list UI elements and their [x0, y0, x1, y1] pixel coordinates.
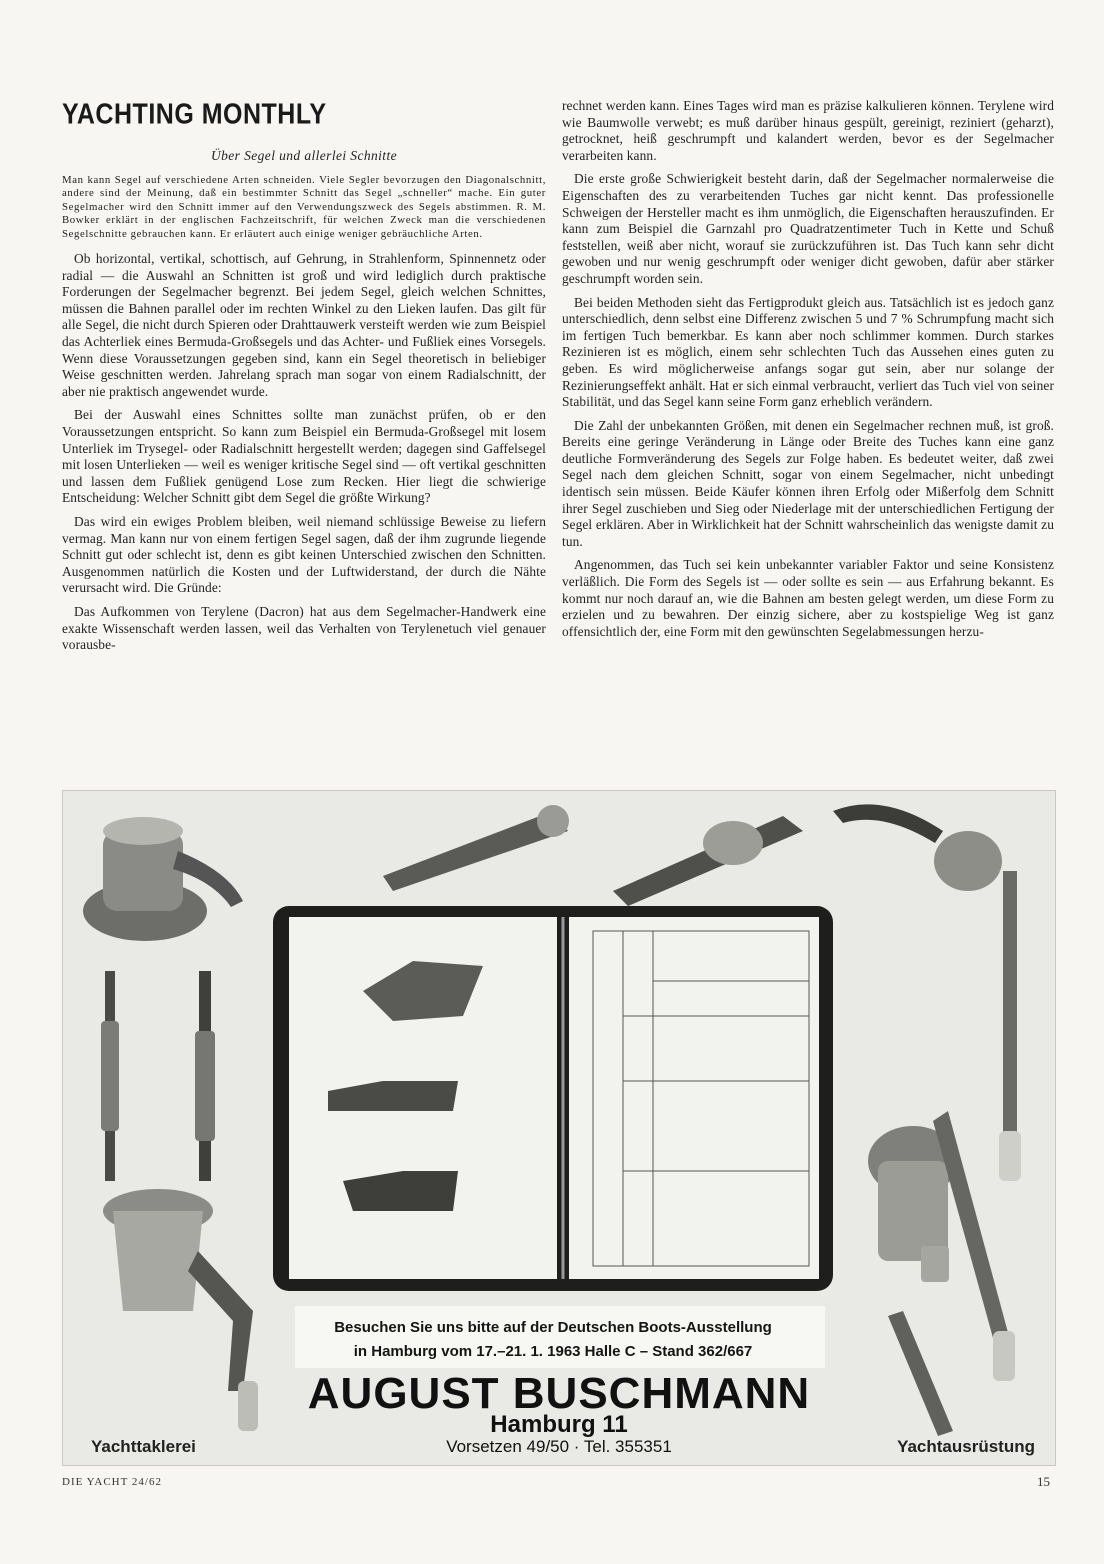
company-city: Hamburg 11	[490, 1411, 628, 1438]
service-tag-left: Yachttaklerei	[91, 1437, 196, 1456]
masthead: YACHTING MONTHLY	[62, 98, 327, 131]
paragraph: Bei beiden Methoden sieht das Fertigprodukt gleich aus. Tatsächlich ist es jedoch ganz unterschiedlich, denn selbst eine Differenz zwischen 5 und 7 % Schrumpfung macht sich im fertigen Tuch bemerkbar. Es kann aber noch schlimmer kommen. Durch starkes Rezinieren ist es möglich, einem sehr schlechten Tuch das Aussehen eines guten zu geben. Es wird möglicherweise anfangs sogar gut sein, aber nur solange der Rezinierungseffekt anhält. Hat er sich einmal verbraucht, verliert das Tuch viel von seiner Stabilität, und das Segel kann seine Form ganz erheblich verändern.	[562, 294, 1054, 410]
exhibition-invitation	[313, 1316, 793, 1364]
company-address: Vorsetzen 49/50 · Tel. 355351	[446, 1437, 672, 1456]
invitation-line: Besuchen Sie uns bitte auf der Deutschen Boots-Ausstellung	[334, 1319, 772, 1336]
article-right-column	[562, 98, 1054, 647]
service-tag-right: Yachtausrüstung	[897, 1437, 1035, 1456]
winch-icon	[83, 817, 243, 941]
paragraph: Das wird ein ewiges Problem bleiben, weil niemand schlüssige Beweise zu liefern vermag. Man kann nur von einem fertigen Segel sagen, daß der ihm zugrunde liegende Schnitt gut oder schlecht ist, denn es gibt keinen Unterschied zwischen den Schnitten. Ausgenommen natürlich die Kosten und der Luftwiderstand, der durch die Nähte verursacht wird. Die Gründe:	[62, 513, 546, 596]
winch-handle-icon	[383, 805, 803, 906]
article-subtitle: Über Segel und allerlei Schnitte	[210, 148, 397, 163]
invitation-line: in Hamburg vom 17.–21. 1. 1963 Halle C – Stand 362/667	[353, 1343, 753, 1360]
turnbuckle-icon	[101, 971, 215, 1181]
article-lead: Man kann Segel auf verschiedene Arten schneiden. Viele Segler bevorzugen den Diagonalschnitt, andere sind der Meinung, daß ein bestimmter Schnitt das Segel „schneller“ mache. Ein guter Segelmacher wird den Schnitt immer auf den Verwendungszweck des Segels abstimmen. R. M. Bowker erklärt in der englischen Fachzeitschrift, für welchen Zweck man die verschiedenen Segelschnitte gebrauchen kann. Er erläutert auch einige weniger gebräuchliche Arten.	[62, 174, 546, 240]
lever-icon	[833, 804, 1021, 1181]
catalog-binder-icon	[273, 906, 833, 1291]
footer-publication: DIE YACHT 24/62	[62, 1476, 162, 1488]
paragraph: Bei der Auswahl eines Schnittes sollte man zunächst prüfen, ob er den Voraussetzungen entspricht. So kann zum Beispiel ein Bermuda-Großsegel mit losem Unterliek im Trysegel- oder Radialschnitt hergestellt werden; dagegen sind Gaffelsegel mit losen Unterlieken — weil es weniger kritische Segel sind — oft vertikal geschnitten und lassen dem Fußliek genügend Lose zum Recken. Hier liegt die schwierige Entscheidung: Welcher Schnitt gibt dem Segel die größte Wirkung?	[62, 407, 546, 506]
page-number: 15	[1037, 1474, 1050, 1489]
article-left-column	[62, 148, 546, 661]
paragraph: Die Zahl der unbekannten Größen, mit denen ein Segelmacher rechnen muß, ist groß. Bereits eine geringe Veränderung in Länge oder Breite des Tuches kann eine ganz deutliche Formveränderung des Segels zur Folge haben. Es bedeutet weiter, daß zwei Segel nach dem gleichen Schnitt, sogar von einem Segelmacher, nicht unbedingt identisch sein müssen. Beide Käufer können ihren Erfolg oder Mißerfolg dem Schnitt ihrer Segel zuschieben und Sieg oder Niederlage mit der unterschiedlichen Fertigung der Segel erklären. Aber in Wirklichkeit hat der Schnitt wahrscheinlich das wenigste damit zu tun.	[562, 417, 1054, 549]
paragraph: Die erste große Schwierigkeit besteht darin, daß der Segelmacher normalerweise die Eigenschaften des zu verarbeitenden Tuches gar nicht kennt. Das professionelle Schweigen der Hersteller macht es ihm unmöglich, die Eigenschaften herauszufinden. Er kann zum Beispiel die Garnzahl pro Quadratzentimeter Tuch in Kette und Schuß feststellen, weiß aber nicht, worauf sie zurückzuführen ist. Das Tuch kann sehr dicht gewoben und nur wenig geschrumpft oder weniger dicht gewoben, dafür aber stärker geschrumpft worden sein.	[562, 171, 1054, 286]
company-name: AUGUST BUSCHMANN	[307, 1369, 811, 1418]
paragraph: Das Aufkommen von Terylene (Dacron) hat aus dem Segelmacher-Handwerk eine exakte Wissenschaft werden lassen, weil das Verhalten von Terylenetuch viel genauer vorausbe-	[62, 603, 546, 653]
paragraph: Angenommen, das Tuch sei kein unbekannter variabler Faktor und seine Konsistenz verläßlich. Die Form des Segels ist — oder sollte es sein — aus Erfahrung bekannt. Es kommt nur noch darauf an, wie die Bahnen am besten gelegt werden, um diese Form zu erzielen und zu bewahren. Der einzig sichere, aber zu kostspielige Weg ist ganz offensichtlich der, eine Form mit den gewünschten Segelabmessungen herzu-	[562, 557, 1054, 639]
paragraph: rechnet werden kann. Eines Tages wird man es präzise kalkulieren können. Terylene wird wie Baumwolle verwebt; es muß darüber hinaus gespült, gereinigt, reziniert (geharzt), getrocknet, heiß geschrumpft und kalandert werden, bevor es der Segelmacher verarbeiten kann.	[562, 98, 1054, 163]
advertisement	[62, 790, 1056, 1466]
paragraph: Ob horizontal, vertikal, schottisch, auf Gehrung, in Strahlenform, Spinnennetz oder radial — die Auswahl an Schnitten ist groß und wird lediglich durch praktische Forderungen der Segelmacher begrenzt. Bei jedem Segel, gleich welchen Schnittes, müssen die Bahnen parallel oder im rechten Winkel zu den Lieken laufen. Das gilt für alle Segel, die nicht durch Spieren oder Drahttauwerk versteift werden wie zum Beispiel das Achterliek eines Bermuda-Großsegels und das Achter- und Fußliek eines Vorsegels. Wenn diese Voraussetzungen gegeben sind, kann ein Segel theoretisch in beliebiger Weise geschnitten werden. Jahrelang sprach man sogar von einem Radialschnitt, der aber nie praktisch angewendet wurde.	[62, 251, 546, 399]
